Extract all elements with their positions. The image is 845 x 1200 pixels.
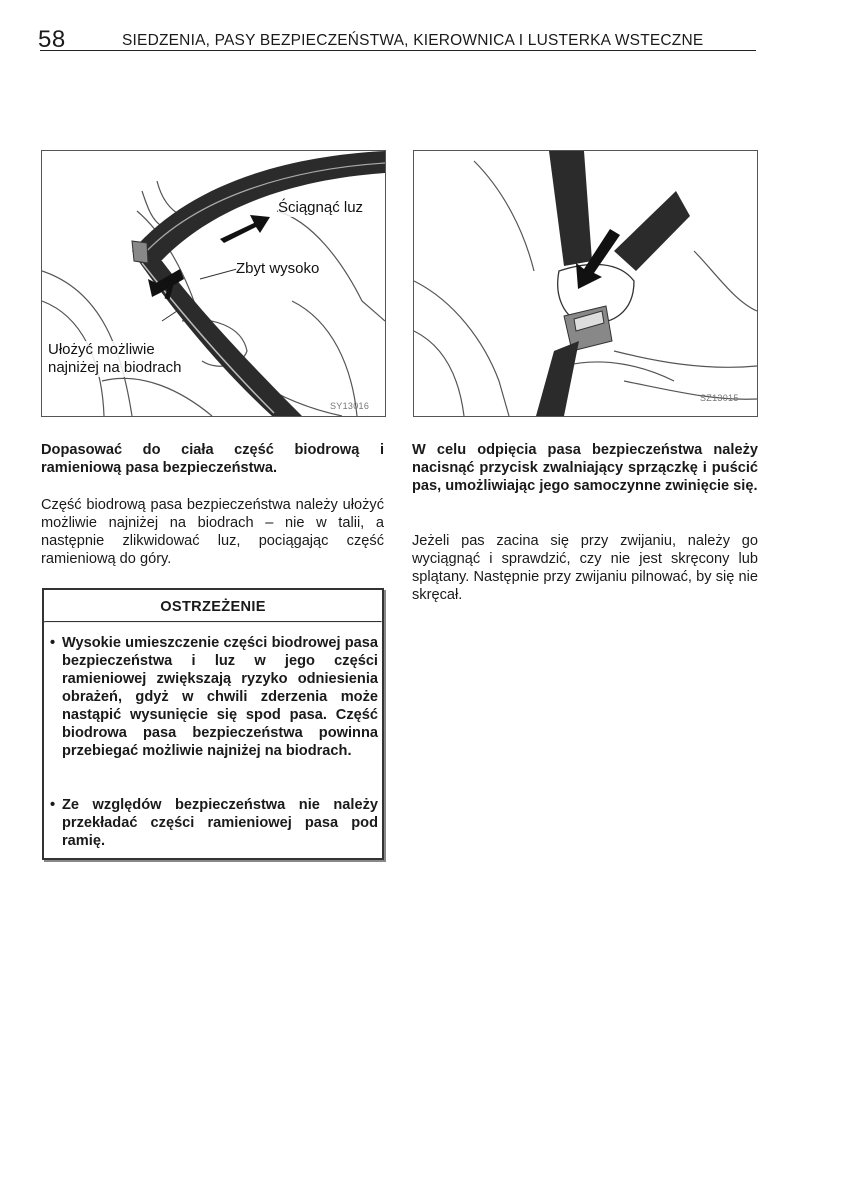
warning-title: OSTRZEŻENIE [160,599,266,615]
figure-seatbelt-release [413,150,758,417]
callout-tighten-slack: Ściągnąć luz [278,199,364,216]
figure-code: SY13016 [330,401,370,411]
running-header: SIEDZENIA, PASY BEZPIECZEŃSTWA, KIEROWNICA I LUSTERKA WSTECZNE [122,32,704,49]
warning-item [50,796,378,850]
bullet: • [50,635,56,651]
warning-box [42,588,384,860]
left-lead-paragraph: Dopasować do ciała część biodrową i ramieniową pasa bezpieczeństwa. [41,442,384,476]
callout-place-low-on-hips: Ułożyć możliwie najniżej na biodrach [48,341,188,377]
warning-divider [44,621,382,623]
illustration-buckle-release [414,151,757,416]
figure-code: SZ13015 [700,393,739,403]
page-number: 58 [38,26,66,53]
figure-seatbelt-lap-adjust [41,150,386,417]
right-body-paragraph: Jeżeli pas zacina się przy zwijaniu, należy go wyciągnąć i sprawdzić, czy nie jest skręcony lub splątany. Następnie przy zwijaniu pilnować, by się nie skręcał. [412,533,758,603]
header-rule [40,50,756,51]
warning-item-text: Ze względów bezpieczeństwa nie należy przekładać części ramieniowej pasa pod ramię. [62,797,378,849]
warning-item-text: Wysokie umieszczenie części biodrowej pasa bezpieczeństwa i luz w jego części ramieniowej zwiększają ryzyko odniesienia obrażeń, gdyż w chwili zderzenia może nastąpić wysunięcie się spod pasa. Część biodrowa pasa bezpieczeństwa powinna przebiegać możliwie najniżej na biodrach. [62,635,378,759]
callout-too-high: Zbyt wysoko [236,260,320,277]
left-body-paragraph: Część biodrową pasa bezpieczeństwa należy ułożyć możliwie najniżej na biodrach – nie w talii, a następnie zlikwidować luz, pociągając część ramieniową do góry. [41,497,384,567]
bullet: • [50,797,56,813]
warning-item [50,634,378,760]
right-lead-paragraph: W celu odpięcia pasa bezpieczeństwa należy nacisnąć przycisk zwalniający sprzączkę i puścić pas, umożliwiając jego samoczynne zwinięcie się. [412,442,758,494]
